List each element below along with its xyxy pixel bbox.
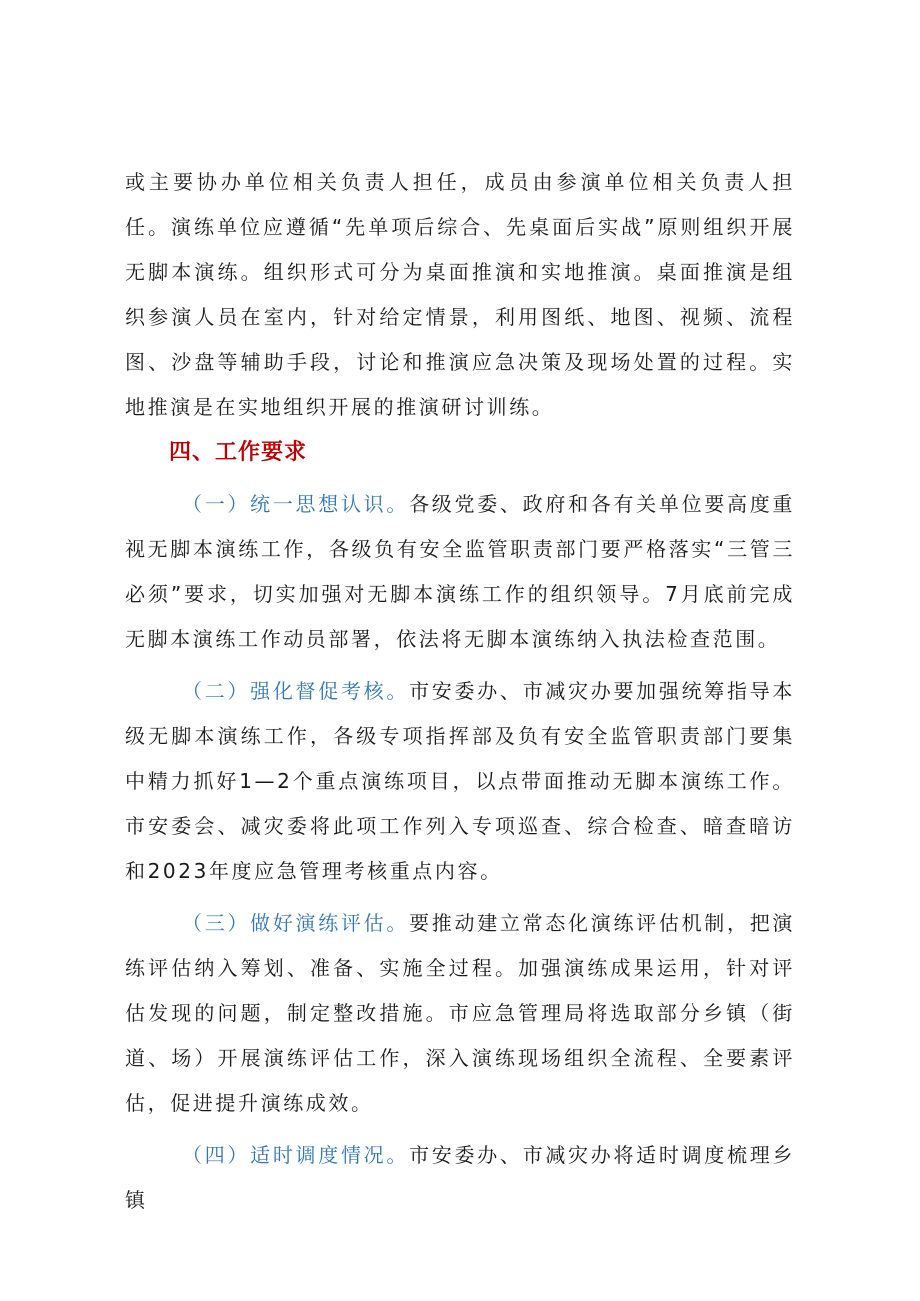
item-body-3: 要推动建立常态化演练评估机制，把演练评估纳入筹划、准备、实施全过程。加强演练成果运用，针对评估发现的问题，制定整改措施。市应急管理局将选取部分乡镇（街道、场）开展演练评估工作，深入演练现场组织全流程、全要素评估，促进提升演练成效。 <box>125 911 795 1115</box>
item-body-1: 各级党委、政府和各有关单位要高度重视无脚本演练工作，各级负有安全监管职责部门要严格落实“三管三必须”要求，切实加强对无脚本演练工作的组织领导。7月底前完成无脚本演练工作动员部署，依法将无脚本演练纳入执法检查范围。 <box>125 492 795 651</box>
item-paragraph-1 <box>125 482 795 662</box>
item-heading-2: （二）强化督促考核。 <box>182 679 410 703</box>
item-heading-4: （四）适时调度情况。 <box>182 1143 410 1167</box>
item-heading-3: （三）做好演练评估。 <box>182 911 410 935</box>
item-paragraph-4 <box>125 1133 795 1223</box>
item-body-4: 市安委办、市减灾办将适时调度梳理乡镇 <box>125 1143 795 1212</box>
document-page <box>125 160 795 1223</box>
item-body-2: 市安委办、市减灾办要加强统筹指导本级无脚本演练工作，各级专项指挥部及负有安全监管职责部门要集中精力抓好1—2个重点演练项目，以点带面推动无脚本演练工作。市安委会、减灾委将此项工作列入专项巡查、综合检查、暗查暗访和2023年度应急管理考核重点内容。 <box>125 679 795 883</box>
item-paragraph-2 <box>125 669 795 894</box>
intro-paragraph: 或主要协办单位相关负责人担任，成员由参演单位相关负责人担任。演练单位应遵循“先单项后综合、先桌面后实战”原则组织开展无脚本演练。组织形式可分为桌面推演和实地推演。桌面推演是组织参演人员在室内，针对给定情景，利用图纸、地图、视频、流程图、沙盘等辅助手段，讨论和推演应急决策及现场处置的过程。实地推演是在实地组织开展的推演研讨训练。 <box>125 170 795 419</box>
item-heading-1: （一）统一思想认识。 <box>182 492 410 516</box>
section-heading: 四、工作要求 <box>169 440 308 465</box>
item-paragraph-3 <box>125 901 795 1126</box>
